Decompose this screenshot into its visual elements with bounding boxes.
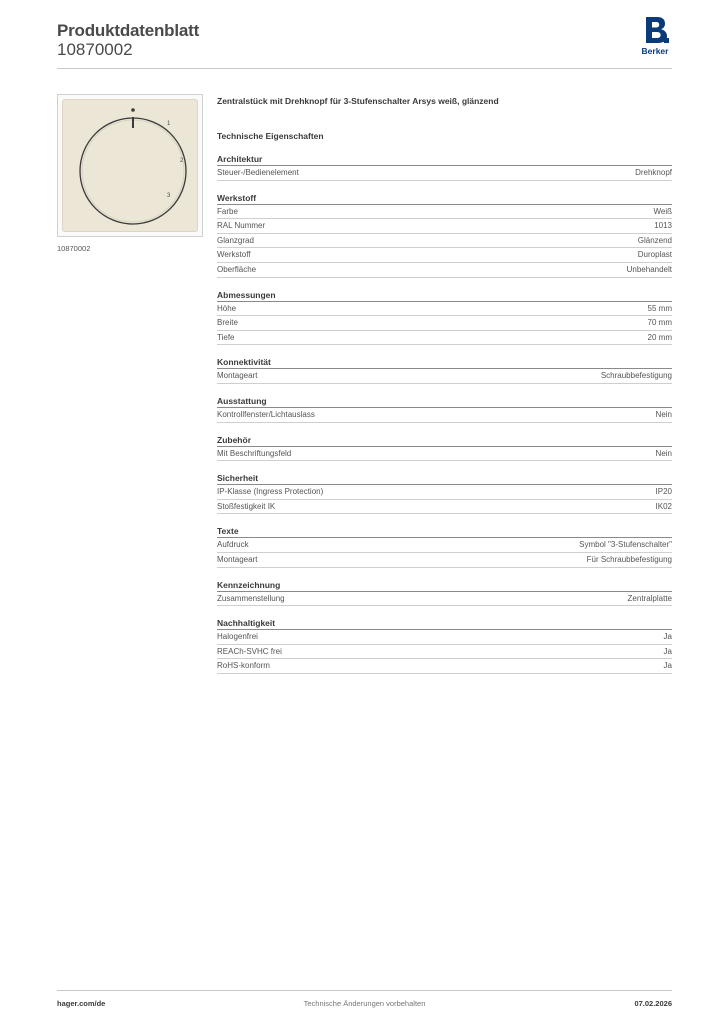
property-label: RAL Nummer	[217, 221, 266, 231]
property-group	[217, 289, 672, 346]
property-row	[217, 219, 672, 234]
property-group	[217, 525, 672, 567]
group-title: Zubehör	[217, 434, 672, 447]
property-value: Unbehandelt	[626, 264, 672, 274]
property-row	[217, 331, 672, 346]
property-value: Symbol "3-Stufenschalter"	[579, 540, 672, 550]
document-title: Produktdatenblatt	[57, 21, 200, 40]
berker-b-icon	[642, 16, 670, 44]
property-label: Stoßfestigkeit IK	[217, 501, 276, 511]
property-row	[217, 630, 672, 645]
footer-website: hager.com/de	[57, 999, 106, 1008]
group-title: Nachhaltigkeit	[217, 617, 672, 630]
group-title: Sicherheit	[217, 472, 672, 485]
property-label: IP-Klasse (Ingress Protection)	[217, 487, 324, 497]
property-value: Drehknopf	[635, 168, 672, 177]
group-title: Texte	[217, 525, 672, 538]
property-value: Nein	[655, 448, 672, 458]
property-value: 20 mm	[647, 332, 672, 342]
property-value: 1013	[654, 221, 672, 231]
datasheet-content	[217, 94, 672, 674]
switch-plate	[62, 99, 198, 232]
property-label: Steuer-/Bedienelement	[217, 168, 299, 177]
property-row	[217, 302, 672, 317]
property-row	[217, 205, 672, 220]
group-title: Abmessungen	[217, 289, 672, 302]
property-label: RoHS-konform	[217, 661, 270, 671]
product-title: Zentralstück mit Drehknopf für 3-Stufenschalter Arsys weiß, glänzend	[217, 96, 499, 106]
page-footer	[57, 990, 672, 1010]
group-title: Ausstattung	[217, 395, 672, 408]
position-3-label: 3	[167, 193, 171, 199]
property-group	[217, 192, 672, 278]
property-label: Zusammenstellung	[217, 593, 285, 603]
property-row	[217, 500, 672, 515]
property-value: IK02	[655, 501, 672, 511]
property-group	[217, 153, 672, 181]
property-group	[217, 434, 672, 462]
berker-logo	[638, 16, 672, 58]
property-value: 70 mm	[647, 318, 672, 328]
position-2-label: 2	[180, 158, 184, 164]
property-row	[217, 485, 672, 500]
group-title: Kennzeichnung	[217, 579, 672, 592]
property-row	[217, 553, 672, 568]
property-row	[217, 316, 672, 331]
group-title: Konnektivität	[217, 356, 672, 369]
property-value: Glänzend	[637, 235, 672, 245]
property-label: Tiefe	[217, 332, 235, 342]
brand-name: Berker	[641, 46, 669, 56]
property-value: Ja	[663, 632, 672, 642]
property-row	[217, 538, 672, 553]
property-value: Weiß	[653, 206, 672, 216]
property-value: 55 mm	[647, 303, 672, 313]
property-group	[217, 395, 672, 423]
property-label: Breite	[217, 318, 238, 328]
position-1-label: 1	[167, 121, 171, 127]
property-value: Ja	[663, 661, 672, 671]
property-group	[217, 579, 672, 607]
property-label: REACh-SVHC frei	[217, 646, 282, 656]
property-label: Montageart	[217, 371, 258, 381]
property-row	[217, 408, 672, 423]
property-label: Aufdruck	[217, 540, 249, 550]
property-value: IP20	[655, 487, 672, 497]
property-row	[217, 447, 672, 462]
property-label: Oberfläche	[217, 264, 257, 274]
footer-date: 07.02.2026	[634, 999, 672, 1008]
property-label: Mit Beschriftungsfeld	[217, 448, 292, 458]
property-label: Werkstoff	[217, 250, 251, 260]
property-row	[217, 248, 672, 263]
footer-disclaimer: Technische Änderungen vorbehalten	[303, 999, 426, 1008]
property-group	[217, 472, 672, 514]
property-value: Schraubbefestigung	[600, 371, 672, 381]
property-value: Zentralplatte	[627, 593, 672, 603]
property-row	[217, 166, 672, 181]
section-heading: Technische Eigenschaften	[217, 131, 324, 141]
property-label: Glanzgrad	[217, 235, 254, 245]
group-title: Werkstoff	[217, 192, 672, 205]
property-row	[217, 645, 672, 660]
property-row	[217, 592, 672, 607]
property-label: Kontrollfenster/Lichtauslass	[217, 409, 315, 419]
property-row	[217, 263, 672, 278]
product-image	[57, 94, 203, 237]
property-label: Farbe	[217, 206, 238, 216]
property-row	[217, 659, 672, 674]
property-group	[217, 356, 672, 384]
property-value: Nein	[655, 409, 672, 419]
property-row	[217, 234, 672, 249]
group-title: Architektur	[217, 153, 672, 166]
property-group	[217, 617, 672, 674]
rotary-knob-icon	[63, 100, 199, 233]
property-value: Duroplast	[637, 250, 672, 260]
property-value: Ja	[663, 646, 672, 656]
property-label: Höhe	[217, 303, 237, 313]
image-caption: 10870002	[57, 244, 91, 253]
property-groups	[217, 153, 672, 674]
property-value: Für Schraubbefestigung	[586, 554, 672, 564]
property-label: Halogenfrei	[217, 632, 258, 642]
property-row	[217, 369, 672, 384]
document-number: 10870002	[57, 40, 133, 59]
property-label: Montageart	[217, 554, 258, 564]
page-header	[57, 21, 672, 69]
